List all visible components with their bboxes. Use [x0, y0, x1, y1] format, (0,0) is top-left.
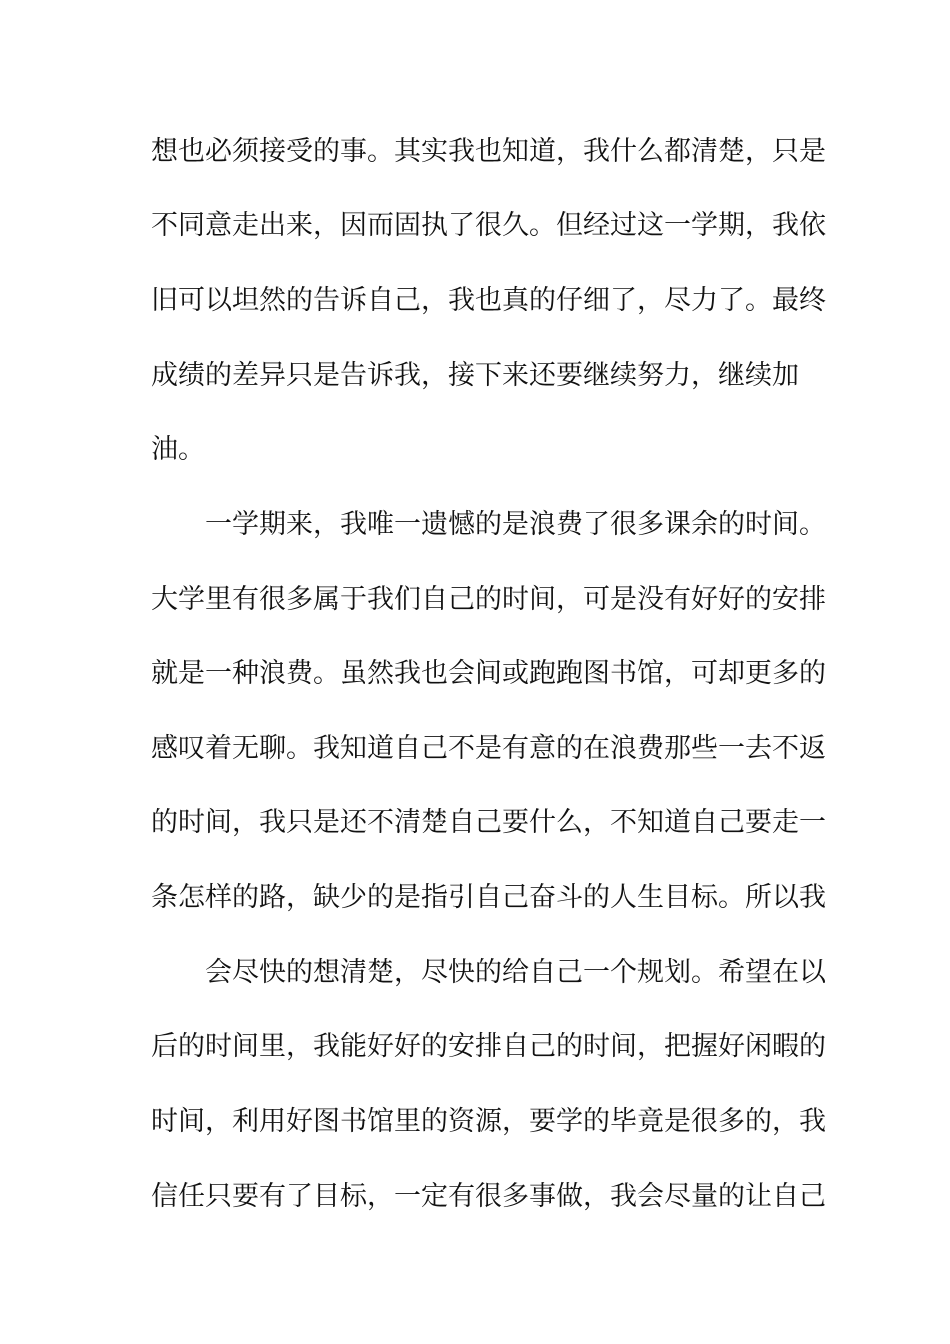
text-line: 条怎样的路，缺少的是指引自己奋斗的人生目标。所以我	[151, 882, 826, 913]
text-line: 感叹着无聊。我知道自己不是有意的在浪费那些一去不返	[151, 733, 826, 764]
text-line: 信任只要有了目标，一定有很多事做，我会尽量的让自己	[151, 1181, 826, 1212]
paragraph-start-line: 会尽快的想清楚，尽快的给自己一个规划。希望在以	[205, 957, 826, 988]
text-line: 大学里有很多属于我们自己的时间，可是没有好好的安排	[151, 584, 826, 615]
text-line: 旧可以坦然的告诉自己，我也真的仔细了，尽力了。最终	[151, 285, 826, 316]
text-line: 就是一种浪费。虽然我也会间或跑跑图书馆，可却更多的	[151, 658, 826, 689]
text-line: 不同意走出来，因而固执了很久。但经过这一学期，我依	[151, 210, 826, 241]
text-line: 的时间，我只是还不清楚自己要什么，不知道自己要走一	[151, 807, 826, 838]
text-line: 想也必须接受的事。其实我也知道，我什么都清楚，只是	[151, 136, 826, 167]
text-line: 油。	[151, 434, 205, 465]
text-line: 时间，利用好图书馆里的资源，要学的毕竟是很多的，我	[151, 1106, 826, 1137]
paragraph-start-line: 一学期来，我唯一遗憾的是浪费了很多课余的时间。	[205, 509, 826, 540]
text-line: 后的时间里，我能好好的安排自己的时间，把握好闲暇的	[151, 1031, 826, 1062]
text-line: 成绩的差异只是告诉我，接下来还要继续努力，继续加	[151, 360, 799, 391]
